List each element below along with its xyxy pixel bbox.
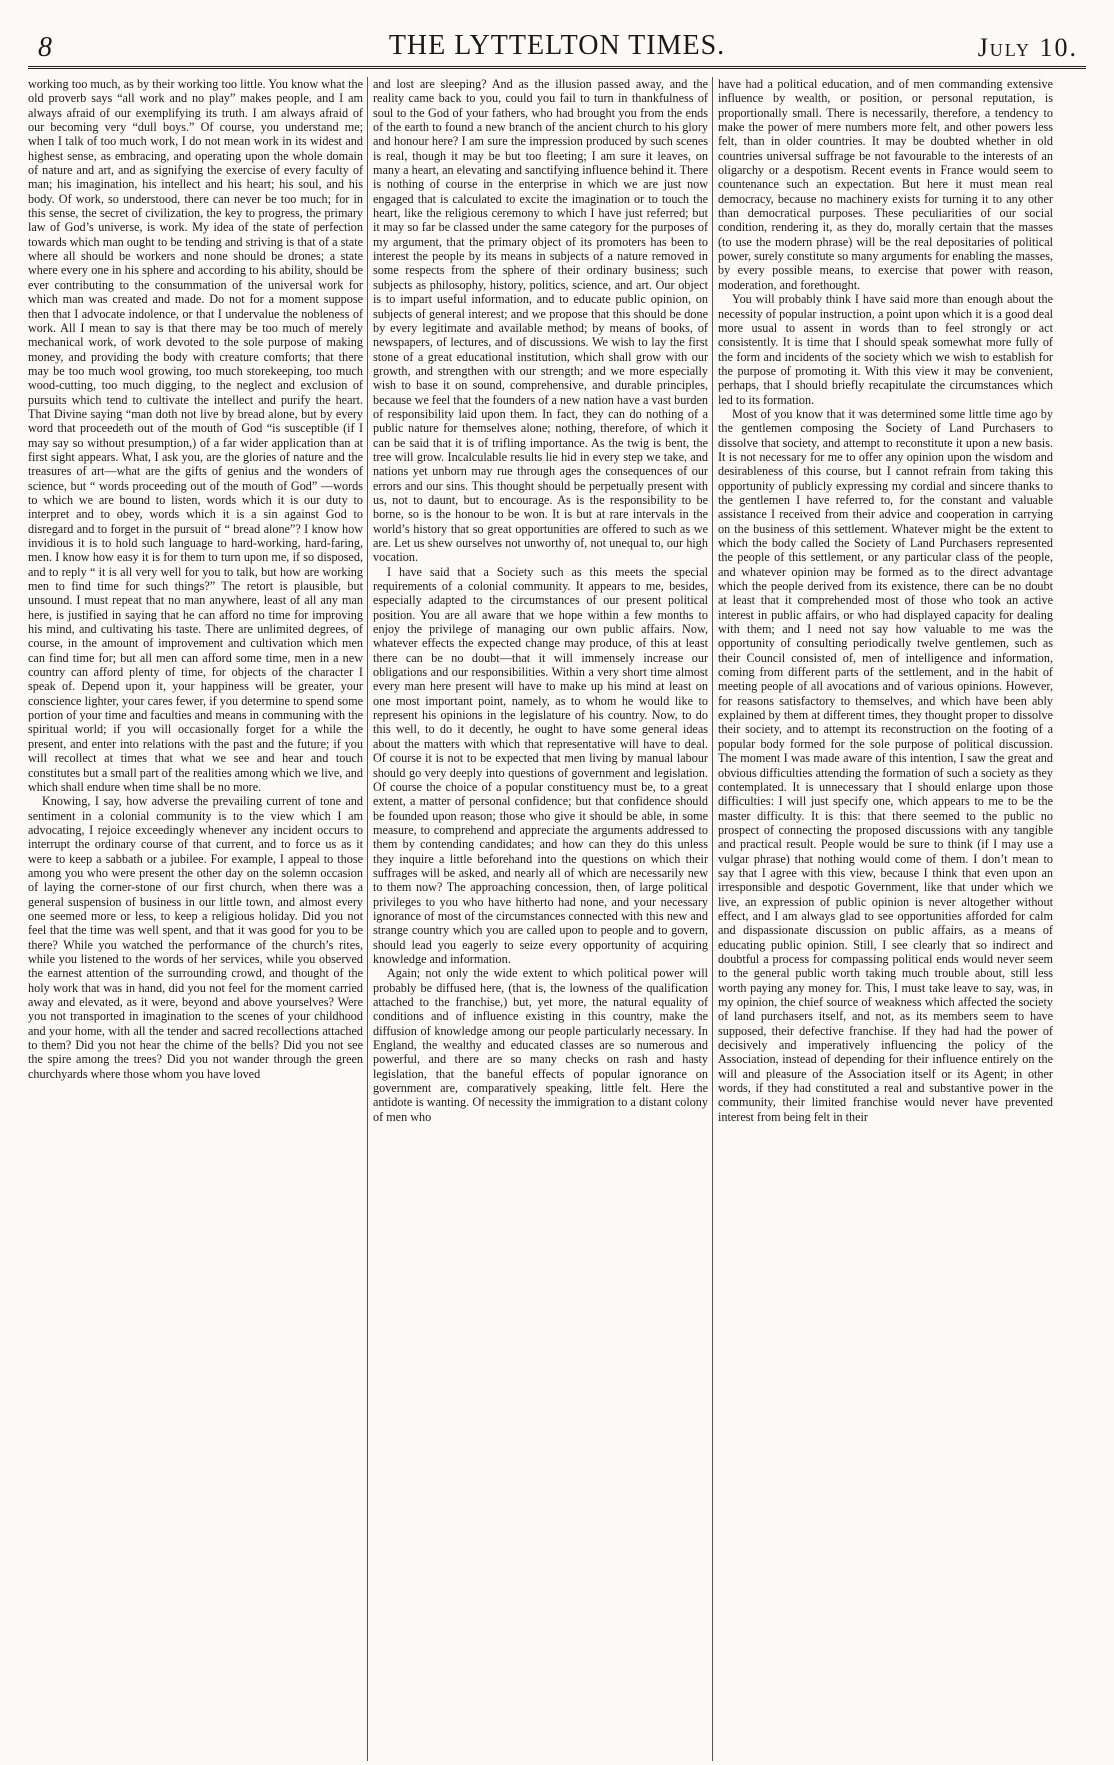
paragraph: have had a political education, and of men commanding extensive influence by wealth, or position, or personal reputation, is proportionally small. There is necessarily, therefore, a tendency to make the power of mere numbers more felt, and other powers less felt, than in older countries. It may be doubted whether in old countries universal suffrage be not favourable to the interests of an oligarchy or a despotism. Recent events in France would seem to countenance such an expectation. But here it must mean real democracy, because no machinery exists for turning it to any other than democratical purposes. These peculiarities of our social condition, rendering it, as they do, morally certain that the masses (to use the modern phrase) will be the real depositaries of political power, surely constitute so many arguments for enabling the masses, by every possible means, to exercise that power with reason, moderation, and forethought. [718,77,1053,292]
masthead [28,26,1086,69]
paragraph: and lost are sleeping? And as the illusion passed away, and the reality came back to you, could you fail to turn in thankfulness of soul to the God of your fathers, who had brought you from the ends of the earth to found a new branch of the ancient church to his glory and honour here? I am sure the impression produced by such scenes is real, though it may be but too fleeting; I am sure it leaves, on many a heart, an elevating and sanctifying influence behind it. There is nothing of course in the enterprise in which we are just now engaged that is calculated to excite the imagination or to touch the heart, like the religious ceremony to which I have just referred; but it may so far be classed under the same category for the purposes of my argument, that the primary object of its promoters has been to interest the people by its means in subjects of a nature removed in some respects from the sphere of their ordinary business; such subjects as philosophy, history, politics, science, and art. Our object is to impart useful information, and to educate public opinion, on subjects of general interest; and we propose that this should be done by every legitimate and available method; by means of books, of newspapers, of lectures, and of discussions. We wish to lay the first stone of a great educational institution, which shall grow with our growth, and strengthen with our strength; and we more especially wish to base it on sound, comprehensive, and durable principles, because we feel that the founders of a new nation have a vast burden of responsibility laid upon them. In fact, they can do nothing of a public nature for themselves alone; nothing, therefore, of which it can be said that it is of trifling importance. As the twig is bent, the tree will grow. Incalculable results lie hid in every step we take, and nations yet unborn may rue through ages the consequences of our errors and our sins. This thought should be perpetually present with us, not to daunt, but to encourage. As is the responsibility to be borne, so is the honour to be won. It is but at rare intervals in the world’s history that so great opportunities are offered to such as we are. Let us shew ourselves not unworthy of, not unequal to, our high vocation. [373,77,708,565]
column-divider [363,77,373,1761]
paragraph: Again; not only the wide extent to which political power will probably be diffused here, (that is, the lowness of the qualification attached to the franchise,) but, yet more, the natural equality of conditions and of influence existing in this country, make the diffusion of knowledge among our people particularly necessary. In England, the wealthy and educated classes are so numerous and powerful, and there are so many checks on rash and hasty legislation, that the baneful effects of popular ignorance on government are, comparatively speaking, little felt. Here the antidote is wanting. Of necessity the immigration to a distant colony of men who [373,966,708,1124]
paragraph: I have said that a Society such as this meets the special requirements of a colonial community. It appears to me, besides, especially adapted to the circumstances of our present political position. You are all aware that we hope within a few months to enjoy the privilege of managing our own public affairs. Now, whatever effects the expected change may produce, of this at least there can be no doubt—that it will immensely increase our obligations and our responsibilities. Within a very short time almost every man here present will have to make up his mind at least on one most important point, namely, as to whom he would like to represent his opinions in the legislature of his country. Now, to do this well, to do it decently, he ought to have some general ideas about the matters with which that representative will have to deal. Of course it is not to be expected that men living by manual labour should go very deeply into questions of government and legislation. Of course the choice of a popular constituency must be, to a great extent, a matter of personal confidence; but that confidence should be founded upon reason; those who give it should be able, in some measure, to comprehend and appreciate the arguments addressed to them by contending candidates; and how can they do this unless they inquire a little beforehand into the questions on which their suffrages will be asked, and nearly all of which are necessarily new to them now? The approaching concession, then, of large political privileges to you who have hitherto had none, and your necessary ignorance of most of the circumstances connected with this new and strange country which you are called upon to people and to govern, should lead you eagerly to seize every opportunity of acquiring knowledge and information. [373,564,708,966]
column-1 [28,77,363,1761]
column-3 [718,77,1053,1761]
column-2 [373,77,708,1761]
paragraph: Most of you know that it was determined some little time ago by the gentlemen composing the Society of Land Purchasers to dissolve that society, and attempt to reconstitute it upon a new basis. It is not necessary for me to offer any opinion upon the wisdom and desirableness of this course, but I cannot refrain from taking this opportunity of publicly expressing my cordial and sincere thanks to the gentlemen I have referred to, for the constant and valuable assistance I received from their advice and cooperation in carrying on the business of this settlement. Whatever might be the extent to which the body called the Society of Land Purchasers represented the people of this settlement, or any particular class of the people, and whatever opinion may be formed as to the direct advantage which the people derived from its existence, there can be no doubt at least that it comprehended most of those who took an active interest in public affairs, or who had displayed capacity for dealing with them; and I need not say how valuable to me was the opportunity of consulting periodically twelve gentlemen, such as their Council consisted of, men of intelligence and information, coming from different parts of the settlement, and in the habit of meeting people of all avocations and of various opinions. However, for reasons satisfactory to themselves, and which have been ably explained by them at different times, they thought proper to dissolve their society, and to attempt its reconstruction on the footing of a popular body formed for the sole purpose of political discussion. The moment I was made aware of this intention, I saw the great and obvious difficulties attending the formation of such a society as they contemplated. It is unnecessary that I should enlarge upon those difficulties: I will just specify one, which appears to me to be the master difficulty. It is this: that there seemed to the public no prospect of connecting the proposed discussions with any tangible and practical result. People would be sure to think (if I may use a vulgar phrase) that nothing would come of them. I don’t mean to say that I agree with this view, because I think that even upon an irresponsible and despotic Government, like that under which we live, an expression of public opinion is never altogether without effect, and I am always glad to see opportunities afforded for calm and dispassionate discussion on public affairs, as a means of educating public opinion. Still, I see clearly that so indirect and doubtful a process for compassing political ends would never seem to the general public worth taking much trouble about, still less worth paying any money for. This, I must take leave to say, was, in my opinion, the chief source of weakness which affected the society of land purchasers itself, and not, as its members seem to have supposed, their defective franchise. If they had had the power of decisively and imperatively influencing the policy of the Association, instead of depending for their influence entirely on the will and pleasure of the Association itself or its Agent; in other words, if they had constituted a real and substantive power in the community, their limited franchise would never have prevented interest from being felt in their [718,406,1053,1124]
paragraph: working too much, as by their working too little. You know what the old proverb says “all work and no play” makes people, and I am always afraid of our exemplifying its truth. I am always afraid of our becoming very “dull boys.” Of course, you understand me; when I talk of too much work, I do not mean work in its widest and highest sense, as embracing, and operating upon the whole domain of nature and art, and as signifying the exercise of every faculty of man; his imagination, his intellect and his heart; his soul, and his body. Of work, so understood, there can never be too much; for in this sense, the secret of civilization, the key to progress, the primary law of God’s universe, is work. My idea of the state of perfection towards which man ought to be tending and striving is that of a state where all should be workers and none should be drones; a state where every one in his sphere and according to his ability, should be ever contributing to the consummation of the universal work for which man was created and made. Do not for a moment suppose then that I advocate indolence, or that I undervalue the nobleness of work. All I mean to say is that there may be too much of merely mechanical work, of work devoted to the sole purpose of making money, and providing the body with creature comforts; that there may be too much wool growing, too much storekeeping, too much wood-cutting, too much digging, to the neglect and exclusion of pursuits which tend to cultivate the intellect and purify the heart. That Divine saying “man doth not live by bread alone, but by every word that proceedeth out of the mouth of God “is susceptible (if I may say so without presumption,) of a far wider application than at first sight appears. What, I ask you, are the glories of nature and the treasures of art—what are the gifts of genius and the wonders of science, but “ words proceeding out of the mouth of God” —words to which we are bound to listen, words which it is our duty to interpret and to obey, words which it is a sin against God to disregard and to forget in the pursuit of “ bread alone”? I know how invidious it is to hold such language to hard-working, hard-faring, men. I know how easy it is for them to turn upon me, if so disposed, and to reply “ it is all very well for you to talk, but how are working men to find time for such things?” The retort is plausible, but unsound. I must repeat that no man anywhere, least of all any man here, is justified in saying that he can afford no time for improving his mind, and cultivating his taste. There are unlimited degrees, of course, in the amount of improvement and cultivation which men can find time for; but all men can afford some time, men in a new country can afford plenty of time, for objects of the character I speak of. Depend upon it, your happiness will be greater, your conscience lighter, your cares fewer, if you determine to spend some portion of your time and faculties and means in communing with the spiritual world; if you will occasionally forget for a while the present, and enter into relations with the past and the future; if you will recollect at times that what we see and hear and touch constitutes but a small part of the realities among which we live, and which shall endure when time shall be no more. [28,77,363,794]
page-number: 8 [38,32,52,63]
column-divider [708,77,718,1761]
newspaper-title: THE LYTTELTON TIMES. [388,30,726,61]
paragraph: Knowing, I say, how adverse the prevailing current of tone and sentiment in a colonial community is to the view which I am advocating, I rejoice exceedingly whenever any incident occurs to interrupt the ordinary course of that current, and to force us as it were to keep a sabbath or a jubilee. For example, I appeal to those among you who were present the other day on the solemn occasion of laying the corner-stone of our first church, when there was a general suspension of business in our little town, and almost every one seemed more or less, to keep a religious holiday. Did you not feel that the time was well spent, and that it was good for you to be there? While you watched the performance of the church’s rites, while you listened to the words of her services, while you observed the earnest attention of the surrounding crowd, and thought of the holy work that was in hand, did you not feel for the moment carried away and elevated, as it were, beyond and above yourselves? Were you not transported in imagination to the scenes of your childhood and your home, with all the tender and sacred recollections attached to them? Did you not hear the chime of the bells? Did you not see the spire among the trees? Did you not wander through the green churchyards where those whom you have loved [28,794,363,1081]
issue-date: July 10. [977,33,1078,62]
paragraph: You will probably think I have said more than enough about the necessity of popular instruction, a point upon which it is a good deal more usual to assent in words than to feel strongly or act consistently. It is time that I should speak somewhat more fully of the form and incidents of the society which we wish to establish for the purpose of promoting it. With this view it may be convenient, perhaps, that I should briefly recapitulate the circumstances which led to its formation. [718,292,1053,407]
article-columns [28,77,1086,1761]
